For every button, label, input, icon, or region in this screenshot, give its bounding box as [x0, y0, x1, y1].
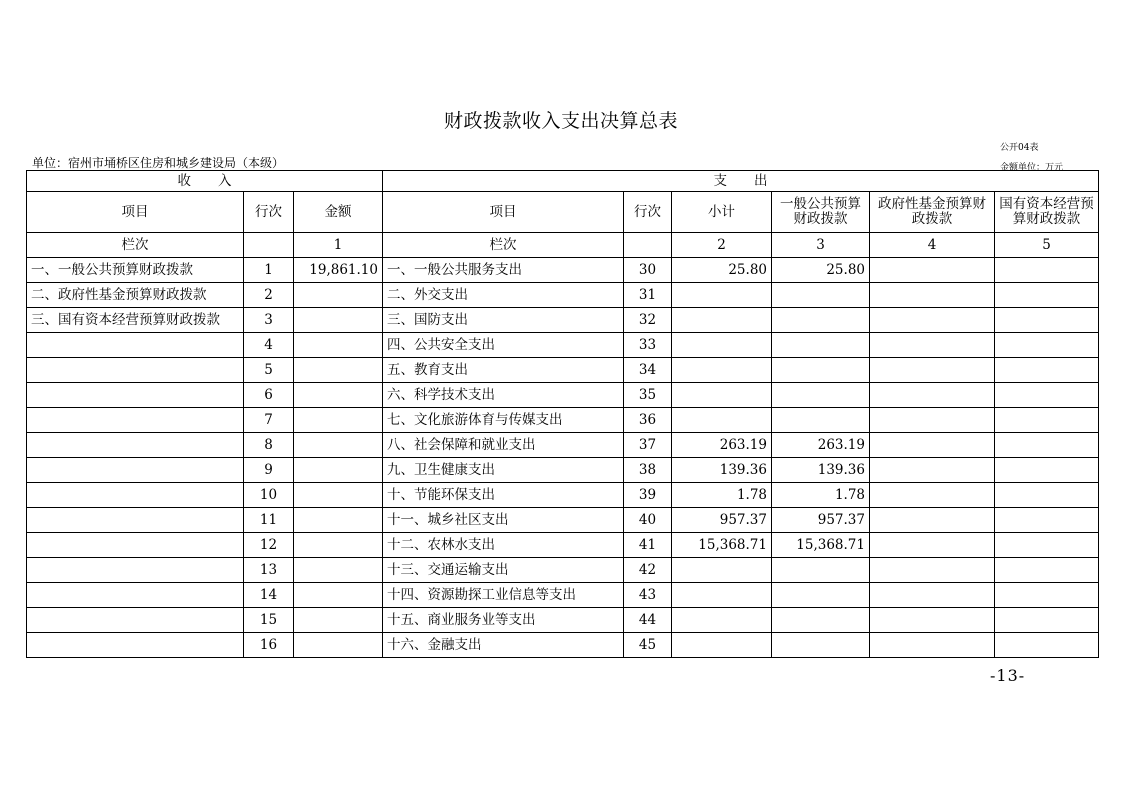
- expense-item-cell: 十三、交通运输支出: [383, 558, 624, 583]
- col-header-state-capital: 国有资本经营预算财政拨款: [995, 192, 1099, 233]
- income-amount-cell: [294, 558, 383, 583]
- income-item-cell: [27, 333, 244, 358]
- income-row-number-cell: 12: [244, 533, 294, 558]
- income-item-cell: [27, 433, 244, 458]
- state-capital-cell: [995, 558, 1099, 583]
- gov-fund-cell: [870, 533, 995, 558]
- table-row: [27, 408, 1099, 433]
- income-item-cell: 三、国有资本经营预算财政拨款: [27, 308, 244, 333]
- table-row: [27, 558, 1099, 583]
- table-row: [27, 333, 1099, 358]
- table-row: [27, 608, 1099, 633]
- expense-row-number-cell: 40: [624, 508, 672, 533]
- income-row-number-cell: 16: [244, 633, 294, 658]
- state-capital-cell: [995, 283, 1099, 308]
- state-capital-cell: [995, 358, 1099, 383]
- col-header-expense-row: 行次: [624, 192, 672, 233]
- gov-fund-cell: [870, 283, 995, 308]
- unit-label: 单位：宿州市埇桥区住房和城乡建设局（本级）: [32, 156, 285, 170]
- income-amount-cell: [294, 358, 383, 383]
- expense-item-cell: 八、社会保障和就业支出: [383, 433, 624, 458]
- expense-item-cell: 十六、金融支出: [383, 633, 624, 658]
- general-budget-cell: 263.19: [772, 433, 870, 458]
- table-row: [27, 633, 1099, 658]
- expense-item-cell: 一、一般公共服务支出: [383, 258, 624, 283]
- table-row: [27, 283, 1099, 308]
- gov-fund-cell: [870, 508, 995, 533]
- col-index-empty: [244, 233, 294, 258]
- expense-row-number-cell: 45: [624, 633, 672, 658]
- table-row: [27, 533, 1099, 558]
- income-item-cell: [27, 533, 244, 558]
- table-row: [27, 433, 1099, 458]
- expense-row-number-cell: 42: [624, 558, 672, 583]
- income-item-cell: 一、一般公共预算财政拨款: [27, 258, 244, 283]
- subtotal-cell: [672, 608, 772, 633]
- table-row: [27, 258, 1099, 283]
- state-capital-cell: [995, 333, 1099, 358]
- expense-item-cell: 十、节能环保支出: [383, 483, 624, 508]
- col-header-income-item: 项目: [27, 192, 244, 233]
- state-capital-cell: [995, 508, 1099, 533]
- expense-row-number-cell: 38: [624, 458, 672, 483]
- income-item-cell: [27, 408, 244, 433]
- income-amount-cell: [294, 633, 383, 658]
- income-row-number-cell: 7: [244, 408, 294, 433]
- table-row: [27, 508, 1099, 533]
- income-item-cell: [27, 508, 244, 533]
- general-budget-cell: [772, 558, 870, 583]
- general-budget-cell: [772, 608, 870, 633]
- expense-item-cell: 七、文化旅游体育与传媒支出: [383, 408, 624, 433]
- income-row-number-cell: 11: [244, 508, 294, 533]
- expense-item-cell: 十五、商业服务业等支出: [383, 608, 624, 633]
- gov-fund-cell: [870, 608, 995, 633]
- general-budget-cell: [772, 358, 870, 383]
- expense-item-cell: 六、科学技术支出: [383, 383, 624, 408]
- expense-row-number-cell: 32: [624, 308, 672, 333]
- income-item-cell: [27, 583, 244, 608]
- income-amount-cell: 19,861.10: [294, 258, 383, 283]
- income-amount-cell: [294, 458, 383, 483]
- state-capital-cell: [995, 583, 1099, 608]
- expense-row-number-cell: 39: [624, 483, 672, 508]
- subtotal-cell: [672, 583, 772, 608]
- expense-item-cell: 十一、城乡社区支出: [383, 508, 624, 533]
- income-amount-cell: [294, 333, 383, 358]
- income-amount-cell: [294, 608, 383, 633]
- state-capital-cell: [995, 608, 1099, 633]
- col-index-label-expense: 栏次: [383, 233, 624, 258]
- general-budget-cell: [772, 333, 870, 358]
- gov-fund-cell: [870, 308, 995, 333]
- table-row: [27, 358, 1099, 383]
- form-number: 公开04表: [1000, 143, 1039, 153]
- col-header-subtotal: 小计: [672, 192, 772, 233]
- column-index-row: [27, 233, 1099, 258]
- col-index-label: 栏次: [27, 233, 244, 258]
- income-row-number-cell: 3: [244, 308, 294, 333]
- expense-row-number-cell: 31: [624, 283, 672, 308]
- income-row-number-cell: 9: [244, 458, 294, 483]
- income-row-number-cell: 5: [244, 358, 294, 383]
- income-row-number-cell: 4: [244, 333, 294, 358]
- col-index-empty: [624, 233, 672, 258]
- income-item-cell: [27, 633, 244, 658]
- col-index-income-amount: 1: [294, 233, 383, 258]
- subtotal-cell: [672, 633, 772, 658]
- subtotal-cell: [672, 558, 772, 583]
- expense-row-number-cell: 43: [624, 583, 672, 608]
- general-budget-cell: [772, 308, 870, 333]
- general-budget-cell: [772, 408, 870, 433]
- col-index-state-capital: 5: [995, 233, 1099, 258]
- page-number: -13-: [990, 666, 1026, 685]
- income-row-number-cell: 13: [244, 558, 294, 583]
- expense-row-number-cell: 34: [624, 358, 672, 383]
- state-capital-cell: [995, 533, 1099, 558]
- table-row: [27, 308, 1099, 333]
- income-row-number-cell: 10: [244, 483, 294, 508]
- income-item-cell: [27, 558, 244, 583]
- state-capital-cell: [995, 258, 1099, 283]
- income-row-number-cell: 15: [244, 608, 294, 633]
- gov-fund-cell: [870, 558, 995, 583]
- appropriation-summary-table: [26, 170, 1099, 658]
- income-item-cell: [27, 383, 244, 408]
- expense-item-cell: 十四、资源勘探工业信息等支出: [383, 583, 624, 608]
- income-section-header: 收 入: [27, 171, 383, 192]
- state-capital-cell: [995, 483, 1099, 508]
- income-amount-cell: [294, 533, 383, 558]
- expense-row-number-cell: 33: [624, 333, 672, 358]
- general-budget-cell: 25.80: [772, 258, 870, 283]
- expense-item-cell: 三、国防支出: [383, 308, 624, 333]
- subtotal-cell: 1.78: [672, 483, 772, 508]
- gov-fund-cell: [870, 583, 995, 608]
- income-amount-cell: [294, 433, 383, 458]
- subtotal-cell: [672, 408, 772, 433]
- gov-fund-cell: [870, 633, 995, 658]
- income-item-cell: 二、政府性基金预算财政拨款: [27, 283, 244, 308]
- subtotal-cell: [672, 283, 772, 308]
- gov-fund-cell: [870, 358, 995, 383]
- income-row-number-cell: 6: [244, 383, 294, 408]
- gov-fund-cell: [870, 333, 995, 358]
- col-header-general-budget: 一般公共预算财政拨款: [772, 192, 870, 233]
- general-budget-cell: [772, 383, 870, 408]
- state-capital-cell: [995, 433, 1099, 458]
- income-item-cell: [27, 483, 244, 508]
- table-row: [27, 583, 1099, 608]
- subtotal-cell: 957.37: [672, 508, 772, 533]
- subtotal-cell: [672, 333, 772, 358]
- table-row: [27, 383, 1099, 408]
- subtotal-cell: 263.19: [672, 433, 772, 458]
- subtotal-cell: [672, 308, 772, 333]
- table-row: [27, 458, 1099, 483]
- expense-row-number-cell: 41: [624, 533, 672, 558]
- header-row-columns: [27, 192, 1099, 233]
- state-capital-cell: [995, 308, 1099, 333]
- subtotal-cell: [672, 358, 772, 383]
- income-amount-cell: [294, 483, 383, 508]
- income-item-cell: [27, 608, 244, 633]
- income-amount-cell: [294, 508, 383, 533]
- table-row: [27, 483, 1099, 508]
- income-row-number-cell: 1: [244, 258, 294, 283]
- expense-section-header: 支 出: [383, 171, 1099, 192]
- gov-fund-cell: [870, 383, 995, 408]
- income-row-number-cell: 14: [244, 583, 294, 608]
- income-amount-cell: [294, 583, 383, 608]
- income-row-number-cell: 8: [244, 433, 294, 458]
- income-amount-cell: [294, 408, 383, 433]
- col-index-subtotal: 2: [672, 233, 772, 258]
- gov-fund-cell: [870, 458, 995, 483]
- expense-row-number-cell: 30: [624, 258, 672, 283]
- general-budget-cell: [772, 283, 870, 308]
- state-capital-cell: [995, 408, 1099, 433]
- subtotal-cell: [672, 383, 772, 408]
- expense-row-number-cell: 35: [624, 383, 672, 408]
- gov-fund-cell: [870, 483, 995, 508]
- general-budget-cell: 957.37: [772, 508, 870, 533]
- income-item-cell: [27, 358, 244, 383]
- header-row-sections: [27, 171, 1099, 192]
- money-unit-label: 金额单位：万元: [1000, 163, 1064, 173]
- gov-fund-cell: [870, 258, 995, 283]
- col-index-general: 3: [772, 233, 870, 258]
- general-budget-cell: [772, 583, 870, 608]
- col-header-income-amount: 金额: [294, 192, 383, 233]
- expense-row-number-cell: 37: [624, 433, 672, 458]
- page-title: 财政拨款收入支出决算总表: [443, 110, 678, 132]
- expense-item-cell: 十二、农林水支出: [383, 533, 624, 558]
- general-budget-cell: 139.36: [772, 458, 870, 483]
- income-amount-cell: [294, 383, 383, 408]
- subtotal-cell: 139.36: [672, 458, 772, 483]
- col-header-expense-item: 项目: [383, 192, 624, 233]
- state-capital-cell: [995, 458, 1099, 483]
- general-budget-cell: 15,368.71: [772, 533, 870, 558]
- state-capital-cell: [995, 633, 1099, 658]
- expense-row-number-cell: 44: [624, 608, 672, 633]
- expense-item-cell: 五、教育支出: [383, 358, 624, 383]
- state-capital-cell: [995, 383, 1099, 408]
- general-budget-cell: [772, 633, 870, 658]
- expense-item-cell: 九、卫生健康支出: [383, 458, 624, 483]
- subtotal-cell: 25.80: [672, 258, 772, 283]
- income-amount-cell: [294, 283, 383, 308]
- gov-fund-cell: [870, 408, 995, 433]
- general-budget-cell: 1.78: [772, 483, 870, 508]
- income-amount-cell: [294, 308, 383, 333]
- expense-item-cell: 二、外交支出: [383, 283, 624, 308]
- col-index-gov-fund: 4: [870, 233, 995, 258]
- col-header-gov-fund: 政府性基金预算财政拨款: [870, 192, 995, 233]
- subtotal-cell: 15,368.71: [672, 533, 772, 558]
- col-header-income-row: 行次: [244, 192, 294, 233]
- gov-fund-cell: [870, 433, 995, 458]
- income-item-cell: [27, 458, 244, 483]
- expense-row-number-cell: 36: [624, 408, 672, 433]
- expense-item-cell: 四、公共安全支出: [383, 333, 624, 358]
- income-row-number-cell: 2: [244, 283, 294, 308]
